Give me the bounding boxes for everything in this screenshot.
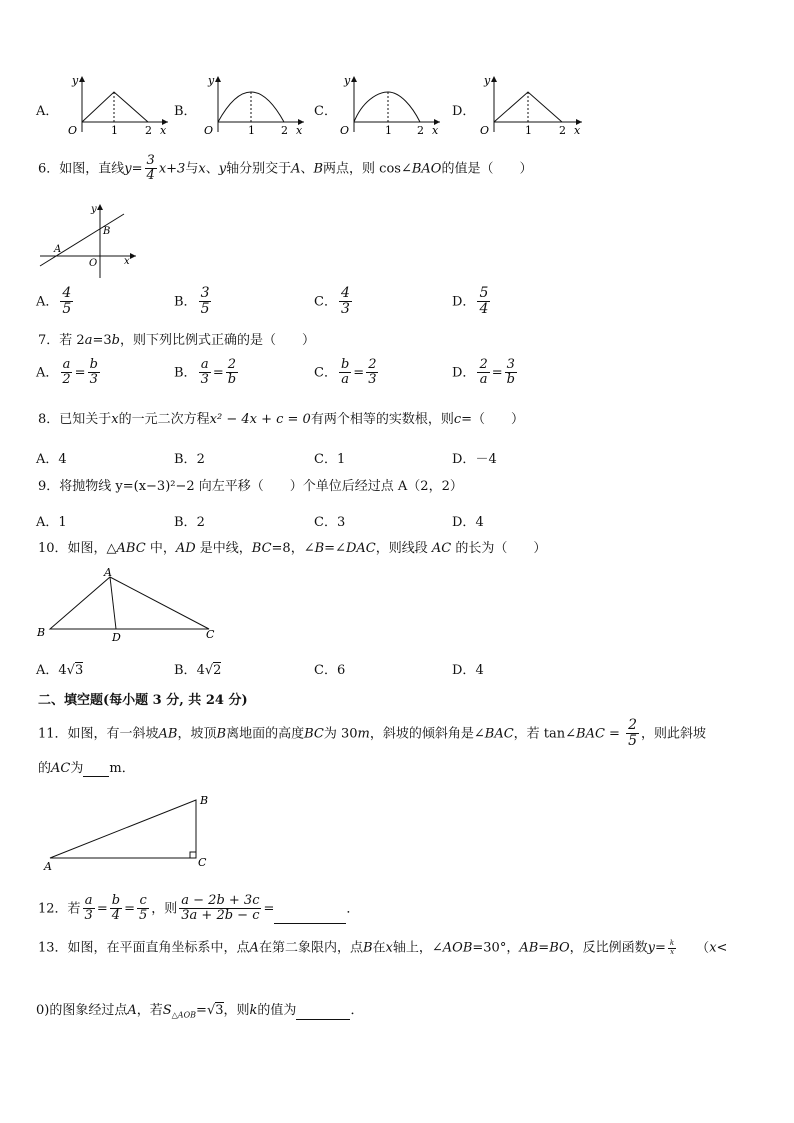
q8-option-d[interactable]: D．－4	[452, 452, 497, 467]
q12-answer-blank[interactable]	[274, 909, 346, 924]
q8-option-c[interactable]: C．1	[314, 452, 346, 467]
q10-option-c[interactable]: C．6	[314, 663, 346, 678]
fig-a-label: A	[44, 860, 52, 873]
q8-options	[36, 448, 556, 468]
fig-c-label: C	[206, 628, 215, 641]
q10-stem: 10．如图，△ABC 中，AD 是中线，BC=8，∠B=∠DAC，则线段 AC 的长为（ ）	[38, 541, 547, 556]
fig-y-label: y	[91, 204, 97, 215]
q10-option-d[interactable]: D．4	[452, 663, 484, 678]
axis-x-label: x	[160, 124, 167, 137]
axis-x-label: x	[574, 124, 581, 137]
origin-label: O	[480, 124, 490, 137]
q13-answer-blank[interactable]	[296, 1005, 350, 1020]
q11-figure	[38, 790, 218, 876]
axis-y-label: y	[208, 74, 215, 87]
fig-c-label: C	[198, 856, 207, 869]
q10-option-a[interactable]: A．4√3	[36, 663, 84, 678]
q5-option-b-graph	[196, 72, 308, 138]
section-2-heading: 二、填空题(每小题 3 分, 共 24 分)	[38, 693, 248, 708]
q9-options	[36, 511, 556, 531]
axis-y-label: y	[484, 74, 491, 87]
q7-option-c[interactable]: C． $\frac{b}{a}$ = $\frac{2}{3}$	[314, 357, 377, 388]
q6-option-b[interactable]: B． $\frac{3}{5}$	[174, 285, 210, 318]
origin-label: O	[68, 124, 78, 137]
fig-a-label: A	[104, 566, 112, 579]
axis-y-label: y	[72, 74, 79, 87]
q7-stem: 7．若 2a=3b，则下列比例式正确的是（ ）	[38, 333, 315, 348]
tick-1: 1	[111, 124, 118, 137]
tick-1: 1	[248, 124, 255, 137]
q6-stem: 6．如图，直线y= $\frac{3}{4}$ x+3与x、y轴分别交于A、B两点，则 cos∠BAO的值是（ ）	[38, 153, 533, 184]
q6-figure	[36, 200, 140, 280]
q6-option-c[interactable]: C． $\frac{4}{3}$	[314, 285, 350, 318]
q5-options	[36, 72, 596, 140]
q9-option-b[interactable]: B．2	[174, 515, 205, 530]
q8-stem: 8．已知关于x的一元二次方程x² − 4x + c = 0有两个相等的实数根，则c=（ ）	[38, 412, 525, 427]
origin-label: O	[340, 124, 350, 137]
tick-2: 2	[145, 124, 152, 137]
fig-a-label: A	[54, 244, 62, 255]
q5-option-c-letter: C．	[314, 104, 337, 119]
q13-stem-line2: 0)的图象经过点A，若$S_{\triangle AOB}=√3$，则k的值为 ．	[36, 1003, 364, 1020]
origin-label: O	[204, 124, 214, 137]
fig-b-label: B	[200, 794, 209, 807]
q9-option-c[interactable]: C．3	[314, 515, 346, 530]
q10-options	[36, 659, 556, 681]
q7-options	[36, 358, 556, 398]
q9-stem: 9．将抛物线 y=(x−3)²−2 向左平移（ ）个单位后经过点 A（2，2）	[38, 479, 463, 494]
fig-x-label: x	[124, 256, 130, 267]
q8-option-b[interactable]: B．2	[174, 452, 205, 467]
q10-figure	[34, 566, 224, 646]
axis-x-label: x	[432, 124, 439, 137]
q7-option-b[interactable]: B． $\frac{a}{3}$ = $\frac{2}{b}$	[174, 357, 237, 388]
q11-answer-blank[interactable]	[83, 762, 109, 777]
tick-2: 2	[559, 124, 566, 137]
q6-options	[36, 286, 516, 326]
q5-option-a-graph	[60, 72, 172, 138]
q11-stem-line1: 11．如图，有一斜坡AB，坡顶B离地面的高度BC为 30m，斜坡的倾斜角是∠BAC，若 tan∠BAC = $\frac{2}{5}$ ，则此斜坡	[38, 717, 707, 750]
tick-2: 2	[281, 124, 288, 137]
fig-b-label: B	[37, 626, 46, 639]
tick-2: 2	[417, 124, 424, 137]
q5-option-b-letter: B．	[174, 104, 197, 119]
tick-1: 1	[385, 124, 392, 137]
q5-option-c-graph	[332, 72, 444, 138]
q9-option-d[interactable]: D．4	[452, 515, 484, 530]
q5-option-d-graph	[472, 72, 588, 138]
tick-1: 1	[525, 124, 532, 137]
q11-stem-line2: 的AC为 m．	[38, 761, 135, 776]
axis-x-label: x	[296, 124, 303, 137]
q6-option-d[interactable]: D． $\frac{5}{4}$	[452, 285, 489, 318]
q6-option-a[interactable]: A． $\frac{4}{5}$	[36, 285, 72, 318]
q7-option-a[interactable]: A． $\frac{a}{2}$ = $\frac{b}{3}$	[36, 357, 98, 388]
fig-o-label: O	[89, 258, 98, 269]
q12-stem: 12．若 $\frac{a}{3}$ = $\frac{b}{4}$ = $\frac{c}{5}$ ，则 $\frac{a - 2b + 3c}{3a + 2b - c}$ = ．	[38, 893, 360, 924]
fig-b-label: B	[103, 226, 111, 237]
q5-option-d-letter: D．	[452, 104, 476, 119]
q9-option-a[interactable]: A．1	[36, 515, 67, 530]
q10-option-b[interactable]: B．4√2	[174, 663, 222, 678]
q13-stem-line1: 13．如图，在平面直角坐标系中，点A在第二象限内，点B在x轴上，∠AOB=30°，AB=BO，反比例函数y= $\frac{k}{x}$ （x<	[38, 939, 728, 956]
q7-option-d[interactable]: D． $\frac{2}{a}$ = $\frac{3}{b}$	[452, 357, 515, 388]
q8-option-a[interactable]: A．4	[36, 452, 67, 467]
fig-d-label: D	[112, 631, 121, 644]
axis-y-label: y	[344, 74, 351, 87]
q5-option-a-letter: A．	[36, 104, 59, 119]
